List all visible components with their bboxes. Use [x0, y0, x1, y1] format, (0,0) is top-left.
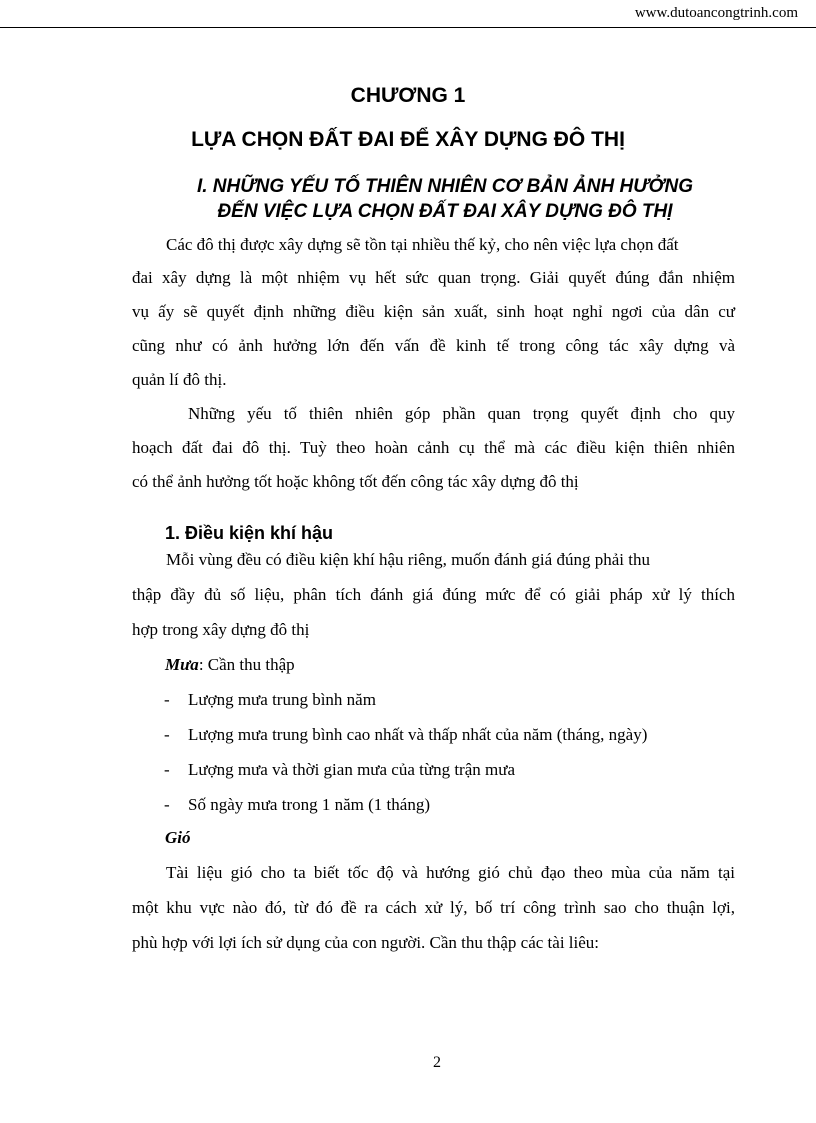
subsection-heading: 1. Điều kiện khí hậu	[165, 523, 334, 543]
wind-line-2: một khu vực nào đó, từ đó đề ra cách xử lý, bố trí công trình sao cho thuận lợi,	[132, 898, 735, 917]
para3-line-3: hợp trong xây dựng đô thị	[132, 620, 310, 639]
rain-intro	[165, 655, 295, 675]
wind-label: Gió	[165, 828, 191, 847]
para3-line-1: Mỗi vùng đều có điều kiện khí hậu riêng, muốn đánh giá đúng phải thu	[166, 550, 650, 569]
para1-line-3: vụ ấy sẽ quyết định những điều kiện sản xuất, sinh hoạt nghỉ ngơi của dân cư	[132, 302, 735, 321]
bullet-dash: -	[164, 795, 170, 814]
para1-line-1: Các đô thị được xây dựng sẽ tồn tại nhiều thế kỷ, cho nên việc lựa chọn đất	[166, 235, 679, 254]
header-divider	[0, 27, 816, 28]
page-number: 2	[433, 1054, 441, 1071]
chapter-title: LỰA CHỌN ĐẤT ĐAI ĐỂ XÂY DỰNG ĐÔ THỊ	[191, 128, 625, 151]
para2-line-1: Những yếu tố thiên nhiên góp phần quan trọng quyết định cho quy	[188, 404, 735, 423]
section-heading-line-1: I. NHỮNG YẾU TỐ THIÊN NHIÊN CƠ BẢN ẢNH HƯỞNG	[196, 176, 694, 197]
header-website: www.dutoancongtrinh.com	[634, 5, 798, 21]
rain-item-3: Lượng mưa và thời gian mưa của từng trận mưa	[188, 760, 515, 779]
rain-item-1: Lượng mưa trung bình năm	[188, 690, 376, 709]
para1-line-5: quản lí đô thị.	[132, 370, 227, 389]
bullet-dash: -	[164, 760, 170, 779]
para3-line-2: thập đầy đủ số liệu, phân tích đánh giá đúng mức để có giải pháp xử lý thích	[132, 585, 735, 604]
rain-intro-text: : Cần thu thập	[198, 655, 295, 674]
para2-line-3: có thể ảnh hưởng tốt hoặc không tốt đến công tác xây dựng đô thị	[132, 472, 579, 491]
rain-item-2: Lượng mưa trung bình cao nhất và thấp nhất của năm (tháng, ngày)	[188, 725, 648, 744]
rain-label: Mưa	[165, 655, 199, 674]
para1-line-4: cũng như có ảnh hưởng lớn đến vấn đề kinh tế trong công tác xây dựng và	[132, 336, 735, 355]
bullet-dash: -	[164, 690, 170, 709]
wind-line-1: Tài liệu gió cho ta biết tốc độ và hướng gió chủ đạo theo mùa của năm tại	[166, 863, 735, 882]
wind-line-3: phù hợp với lợi ích sử dụng của con người. Cần thu thập các tài liêu:	[132, 933, 600, 952]
rain-item-4: Số ngày mưa trong 1 năm (1 tháng)	[188, 795, 430, 814]
section-heading-line-2: ĐẾN VIỆC LỰA CHỌN ĐẤT ĐAI XÂY DỰNG ĐÔ THỊ	[217, 201, 673, 222]
bullet-dash: -	[164, 725, 170, 744]
para2-line-2: hoạch đất đai đô thị. Tuỳ theo hoàn cảnh cụ thể mà các điều kiện thiên nhiên	[132, 438, 735, 457]
chapter-heading: CHƯƠNG 1	[350, 84, 466, 107]
para1-line-2: đai xây dựng là một nhiệm vụ hết sức quan trọng. Giải quyết đúng đắn nhiệm	[132, 268, 735, 287]
